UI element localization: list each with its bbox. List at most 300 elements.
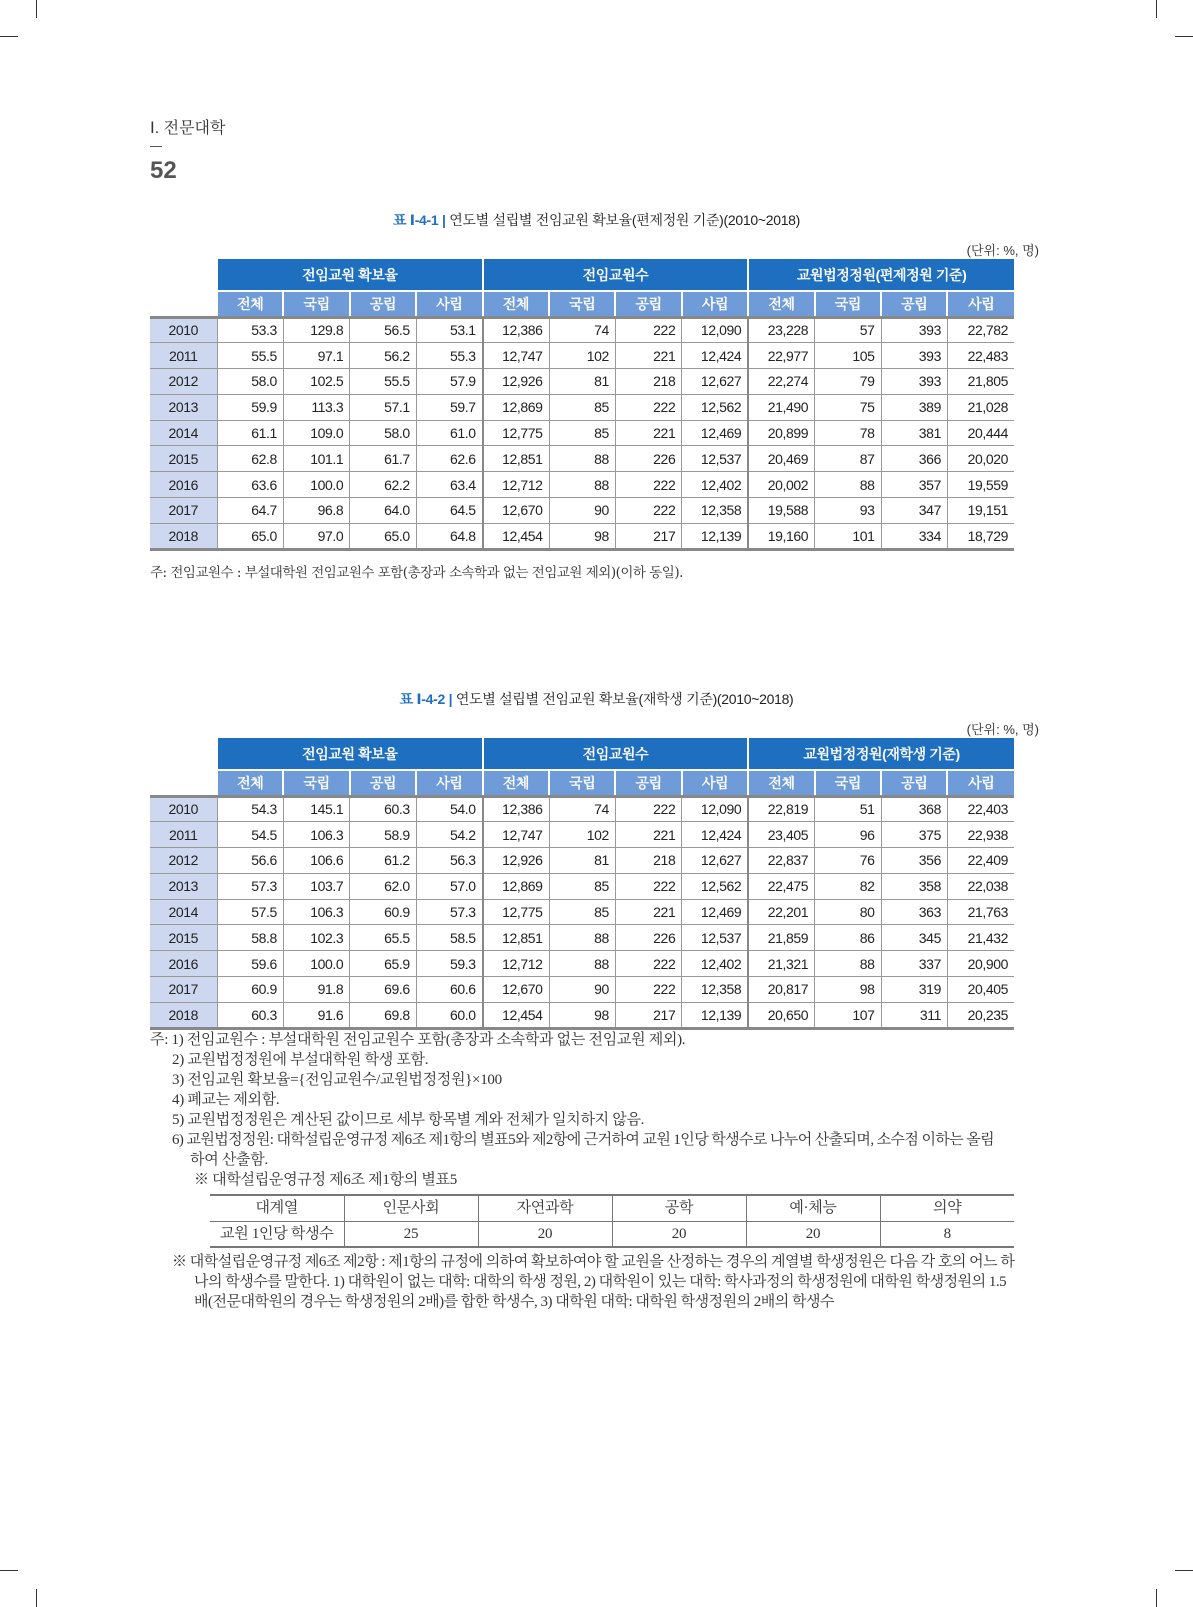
year-cell: 2017 — [150, 498, 217, 524]
data-cell: 53.3 — [217, 317, 283, 343]
sub-header: 공립 — [615, 770, 681, 796]
data-cell: 101.1 — [283, 446, 349, 472]
data-cell: 12,139 — [682, 523, 748, 549]
reference-2: ※ 대학설립운영규정 제6조 제2항 : 제1항의 규정에 의하여 확보하여야 할 교원을 산정하는 경우의 계열별 학생정원은 다음 각 호의 어느 하나의 학생수를 말한다. 1) 대학원이 없는 대학: 대학의 학생 정원, 2) 대학원이 있는 대학: 학사과정의 학생정원에 대학원 학생정원의 1.5배(전문대학원의 경우는 학생정원의 2배)를 합한 학생수, 3) 대학원 대학: 대학원 학생정원의 2배의 학생수 — [172, 1254, 1015, 1310]
table-row — [150, 523, 1014, 549]
sub-header: 국립 — [549, 291, 615, 317]
group-header: 전임교원수 — [483, 259, 749, 291]
data-cell: 64.8 — [416, 523, 482, 549]
ratio-value-cell: 8 — [880, 1221, 1014, 1247]
data-cell: 23,228 — [748, 317, 814, 343]
data-cell: 102 — [549, 822, 615, 848]
data-cell: 109.0 — [283, 420, 349, 446]
table1-title: 연도별 설립별 전임교원 확보율(편제정원 기준)(2010~2018) — [449, 212, 801, 228]
note-2: 2) 교원법정정원에 부설대학원 학생 포함. — [172, 1052, 429, 1068]
data-cell: 100.0 — [283, 951, 349, 977]
data-cell: 218 — [615, 848, 681, 874]
data-cell: 22,409 — [947, 848, 1014, 874]
data-cell: 106.6 — [283, 848, 349, 874]
data-cell: 54.0 — [416, 796, 482, 822]
data-cell: 12,869 — [483, 873, 549, 899]
data-cell: 145.1 — [283, 796, 349, 822]
data-cell: 19,151 — [947, 498, 1014, 524]
data-cell: 334 — [881, 523, 947, 549]
year-cell: 2011 — [150, 822, 217, 848]
table-row — [150, 796, 1014, 822]
year-cell: 2010 — [150, 796, 217, 822]
data-cell: 22,475 — [748, 873, 814, 899]
data-cell: 62.8 — [217, 446, 283, 472]
data-cell: 12,454 — [483, 523, 549, 549]
data-cell: 393 — [881, 317, 947, 343]
data-cell: 57.3 — [416, 899, 482, 925]
data-cell: 12,454 — [483, 1002, 549, 1028]
group-header-row — [150, 259, 1014, 291]
data-cell: 19,160 — [748, 523, 814, 549]
data-cell: 368 — [881, 796, 947, 822]
data-cell: 58.5 — [416, 925, 482, 951]
data-cell: 21,763 — [947, 899, 1014, 925]
data-cell: 98 — [549, 1002, 615, 1028]
data-cell: 12,747 — [483, 822, 549, 848]
table-row — [150, 848, 1014, 874]
data-cell: 60.3 — [217, 1002, 283, 1028]
data-cell: 21,321 — [748, 951, 814, 977]
data-cell: 20,650 — [748, 1002, 814, 1028]
data-cell: 12,627 — [682, 848, 748, 874]
data-cell: 54.3 — [217, 796, 283, 822]
data-cell: 20,444 — [947, 420, 1014, 446]
ratio-header-cell: 인문사회 — [344, 1195, 478, 1221]
data-cell: 222 — [615, 472, 681, 498]
year-cell: 2018 — [150, 523, 217, 549]
data-cell: 363 — [881, 899, 947, 925]
data-cell: 100.0 — [283, 472, 349, 498]
data-cell: 56.3 — [416, 848, 482, 874]
sub-header: 전체 — [217, 291, 283, 317]
data-cell: 57.3 — [217, 873, 283, 899]
data-cell: 88 — [815, 472, 881, 498]
data-cell: 12,386 — [483, 317, 549, 343]
crop-mark — [1156, 0, 1157, 18]
data-cell: 226 — [615, 925, 681, 951]
sub-header: 국립 — [815, 770, 881, 796]
data-cell: 113.3 — [283, 394, 349, 420]
sub-header: 공립 — [350, 770, 416, 796]
data-cell: 57 — [815, 317, 881, 343]
data-cell: 64.0 — [350, 498, 416, 524]
data-cell: 60.9 — [350, 899, 416, 925]
data-cell: 18,729 — [947, 523, 1014, 549]
group-header: 전임교원 확보율 — [217, 259, 483, 291]
data-cell: 12,358 — [682, 498, 748, 524]
data-cell: 217 — [615, 1002, 681, 1028]
data-cell: 222 — [615, 498, 681, 524]
data-cell: 75 — [815, 394, 881, 420]
data-cell: 59.7 — [416, 394, 482, 420]
data-cell: 375 — [881, 822, 947, 848]
data-cell: 82 — [815, 873, 881, 899]
data-cell: 12,851 — [483, 446, 549, 472]
group-header: 교원법정정원(편제정원 기준) — [748, 259, 1014, 291]
group-header: 전임교원 확보율 — [217, 738, 483, 770]
data-cell: 56.5 — [350, 317, 416, 343]
table1 — [150, 259, 1014, 551]
data-cell: 22,782 — [947, 317, 1014, 343]
data-cell: 59.9 — [217, 394, 283, 420]
data-cell: 347 — [881, 498, 947, 524]
data-cell: 98 — [549, 523, 615, 549]
page-number: 52 — [150, 157, 177, 184]
data-cell: 103.7 — [283, 873, 349, 899]
data-cell: 55.3 — [416, 343, 482, 369]
table1-label: 표 Ⅰ-4-1 | — [392, 212, 446, 228]
sub-header-row — [150, 770, 1014, 796]
data-cell: 56.6 — [217, 848, 283, 874]
data-cell: 62.6 — [416, 446, 482, 472]
data-cell: 63.4 — [416, 472, 482, 498]
table2-unit: (단위: %, 명) — [966, 722, 1039, 737]
crop-mark — [1175, 1570, 1193, 1571]
table-row — [150, 899, 1014, 925]
data-cell: 85 — [549, 394, 615, 420]
sub-header: 전체 — [217, 770, 283, 796]
data-cell: 12,424 — [682, 343, 748, 369]
note-3: 3) 전임교원 확보율={전임교원수/교원법정정원}×100 — [172, 1072, 502, 1088]
data-cell: 22,977 — [748, 343, 814, 369]
year-cell: 2011 — [150, 343, 217, 369]
data-cell: 61.2 — [350, 848, 416, 874]
data-cell: 12,712 — [483, 951, 549, 977]
data-cell: 64.7 — [217, 498, 283, 524]
data-cell: 60.9 — [217, 977, 283, 1003]
data-cell: 12,627 — [682, 369, 748, 395]
data-cell: 60.0 — [416, 1002, 482, 1028]
data-cell: 93 — [815, 498, 881, 524]
ratio-value-cell: 20 — [478, 1221, 612, 1247]
table2-caption — [0, 689, 1193, 709]
year-cell: 2014 — [150, 420, 217, 446]
data-cell: 106.3 — [283, 822, 349, 848]
year-cell: 2013 — [150, 873, 217, 899]
data-cell: 59.3 — [416, 951, 482, 977]
year-cell: 2018 — [150, 1002, 217, 1028]
year-cell: 2016 — [150, 951, 217, 977]
data-cell: 12,090 — [682, 317, 748, 343]
table-row — [150, 369, 1014, 395]
data-cell: 22,274 — [748, 369, 814, 395]
data-cell: 393 — [881, 369, 947, 395]
ratio-value-cell: 25 — [344, 1221, 478, 1247]
data-cell: 86 — [815, 925, 881, 951]
table-row — [150, 317, 1014, 343]
data-cell: 61.0 — [416, 420, 482, 446]
table-row — [150, 1002, 1014, 1028]
data-cell: 222 — [615, 317, 681, 343]
data-cell: 61.7 — [350, 446, 416, 472]
ratio-value-cell: 20 — [612, 1221, 746, 1247]
data-cell: 102.5 — [283, 369, 349, 395]
data-cell: 311 — [881, 1002, 947, 1028]
data-cell: 96 — [815, 822, 881, 848]
data-cell: 85 — [549, 873, 615, 899]
data-cell: 12,926 — [483, 369, 549, 395]
data-cell: 74 — [549, 796, 615, 822]
data-cell: 21,859 — [748, 925, 814, 951]
data-cell: 87 — [815, 446, 881, 472]
data-cell: 12,424 — [682, 822, 748, 848]
sub-header: 전체 — [483, 770, 549, 796]
table1-unit: (단위: %, 명) — [966, 243, 1039, 258]
data-cell: 54.2 — [416, 822, 482, 848]
data-cell: 88 — [815, 951, 881, 977]
data-cell: 337 — [881, 951, 947, 977]
data-cell: 79 — [815, 369, 881, 395]
data-cell: 358 — [881, 873, 947, 899]
data-cell: 88 — [549, 925, 615, 951]
table1-caption — [0, 210, 1193, 230]
sub-header: 공립 — [881, 770, 947, 796]
data-cell: 85 — [549, 420, 615, 446]
crop-mark — [0, 36, 18, 37]
data-cell: 91.8 — [283, 977, 349, 1003]
data-cell: 58.0 — [350, 420, 416, 446]
data-cell: 218 — [615, 369, 681, 395]
data-cell: 63.6 — [217, 472, 283, 498]
ratio-header-row — [210, 1195, 1014, 1221]
data-cell: 51 — [815, 796, 881, 822]
year-cell: 2010 — [150, 317, 217, 343]
data-cell: 389 — [881, 394, 947, 420]
sub-header: 공립 — [881, 291, 947, 317]
data-cell: 22,483 — [947, 343, 1014, 369]
table-row — [150, 446, 1014, 472]
sub-header: 국립 — [549, 770, 615, 796]
data-cell: 21,490 — [748, 394, 814, 420]
data-cell: 356 — [881, 848, 947, 874]
data-cell: 88 — [549, 472, 615, 498]
data-cell: 22,938 — [947, 822, 1014, 848]
ratio-value-cell: 교원 1인당 학생수 — [210, 1221, 344, 1247]
data-cell: 12,562 — [682, 394, 748, 420]
data-cell: 57.9 — [416, 369, 482, 395]
sub-header: 국립 — [283, 770, 349, 796]
group-header: 교원법정정원(재학생 기준) — [748, 738, 1014, 770]
ratio-header-cell: 예·체능 — [746, 1195, 880, 1221]
crop-mark — [1156, 1589, 1157, 1607]
data-cell: 91.6 — [283, 1002, 349, 1028]
data-cell: 57.5 — [217, 899, 283, 925]
sub-header: 전체 — [483, 291, 549, 317]
note-5: 5) 교원법정정원은 계산된 값이므로 세부 항목별 계와 전체가 일치하지 않음. — [172, 1112, 645, 1128]
data-cell: 102 — [549, 343, 615, 369]
data-cell: 88 — [549, 951, 615, 977]
data-cell: 221 — [615, 420, 681, 446]
data-cell: 12,775 — [483, 420, 549, 446]
data-cell: 80 — [815, 899, 881, 925]
data-cell: 12,712 — [483, 472, 549, 498]
sub-header: 사립 — [416, 291, 482, 317]
group-header: 전임교원수 — [483, 738, 749, 770]
data-cell: 58.8 — [217, 925, 283, 951]
data-cell: 97.0 — [283, 523, 349, 549]
data-cell: 88 — [549, 446, 615, 472]
data-cell: 12,386 — [483, 796, 549, 822]
divider — [150, 146, 162, 147]
data-cell: 22,201 — [748, 899, 814, 925]
data-cell: 20,405 — [947, 977, 1014, 1003]
data-cell: 319 — [881, 977, 947, 1003]
data-cell: 106.3 — [283, 899, 349, 925]
corner-cell — [150, 259, 217, 291]
data-cell: 217 — [615, 523, 681, 549]
sub-header: 전체 — [748, 770, 814, 796]
table2-notes — [150, 1030, 1020, 1312]
data-cell: 20,020 — [947, 446, 1014, 472]
group-header-row — [150, 738, 1014, 770]
data-cell: 60.6 — [416, 977, 482, 1003]
data-cell: 226 — [615, 446, 681, 472]
data-cell: 58.9 — [350, 822, 416, 848]
crop-mark — [36, 0, 37, 18]
data-cell: 12,562 — [682, 873, 748, 899]
data-cell: 23,405 — [748, 822, 814, 848]
data-cell: 22,403 — [947, 796, 1014, 822]
crop-mark — [0, 1570, 18, 1571]
sub-header: 사립 — [947, 291, 1014, 317]
year-cell: 2017 — [150, 977, 217, 1003]
sub-header: 사립 — [682, 291, 748, 317]
ratio-header-cell: 공학 — [612, 1195, 746, 1221]
data-cell: 22,819 — [748, 796, 814, 822]
table-row — [150, 472, 1014, 498]
data-cell: 20,002 — [748, 472, 814, 498]
data-cell: 21,028 — [947, 394, 1014, 420]
data-cell: 221 — [615, 343, 681, 369]
note-6-cont: 하여 산출함. — [190, 1152, 268, 1168]
crop-mark — [1175, 36, 1193, 37]
data-cell: 97.1 — [283, 343, 349, 369]
sub-header: 사립 — [682, 770, 748, 796]
note-4: 4) 폐교는 제외함. — [172, 1092, 280, 1108]
data-cell: 393 — [881, 343, 947, 369]
data-cell: 381 — [881, 420, 947, 446]
table-row — [150, 394, 1014, 420]
ratio-table — [210, 1194, 1014, 1248]
data-cell: 55.5 — [217, 343, 283, 369]
ratio-header-cell: 자연과학 — [478, 1195, 612, 1221]
ratio-value-row — [210, 1221, 1014, 1247]
year-cell: 2014 — [150, 899, 217, 925]
data-cell: 19,588 — [748, 498, 814, 524]
table-row — [150, 873, 1014, 899]
data-cell: 54.5 — [217, 822, 283, 848]
data-cell: 12,747 — [483, 343, 549, 369]
data-cell: 12,469 — [682, 420, 748, 446]
table2 — [150, 738, 1014, 1030]
table-row — [150, 951, 1014, 977]
data-cell: 20,235 — [947, 1002, 1014, 1028]
table-row — [150, 343, 1014, 369]
data-cell: 105 — [815, 343, 881, 369]
table2-title: 연도별 설립별 전임교원 확보율(재학생 기준)(2010~2018) — [455, 691, 794, 707]
ratio-header-cell: 대계열 — [210, 1195, 344, 1221]
section-title: Ⅰ. 전문대학 — [150, 120, 226, 137]
data-cell: 81 — [549, 848, 615, 874]
data-cell: 90 — [549, 498, 615, 524]
reference-1: ※ 대학설립운영규정 제6조 제1항의 별표5 — [194, 1172, 457, 1188]
data-cell: 22,038 — [947, 873, 1014, 899]
data-cell: 12,670 — [483, 977, 549, 1003]
data-cell: 12,869 — [483, 394, 549, 420]
table1-note: 주: 전임교원수 : 부설대학원 전임교원수 포함(총장과 소속학과 없는 전임교원 제외)(이하 동일). — [150, 565, 683, 581]
data-cell: 12,090 — [682, 796, 748, 822]
sub-header: 공립 — [615, 291, 681, 317]
data-cell: 57.1 — [350, 394, 416, 420]
data-cell: 78 — [815, 420, 881, 446]
data-cell: 85 — [549, 899, 615, 925]
data-cell: 129.8 — [283, 317, 349, 343]
data-cell: 22,837 — [748, 848, 814, 874]
data-cell: 12,926 — [483, 848, 549, 874]
data-cell: 90 — [549, 977, 615, 1003]
sub-header: 사립 — [416, 770, 482, 796]
year-cell: 2015 — [150, 446, 217, 472]
data-cell: 12,775 — [483, 899, 549, 925]
data-cell: 59.6 — [217, 951, 283, 977]
data-cell: 69.8 — [350, 1002, 416, 1028]
table-row — [150, 822, 1014, 848]
data-cell: 345 — [881, 925, 947, 951]
data-cell: 62.2 — [350, 472, 416, 498]
data-cell: 221 — [615, 899, 681, 925]
data-cell: 65.0 — [350, 523, 416, 549]
year-cell: 2015 — [150, 925, 217, 951]
data-cell: 222 — [615, 873, 681, 899]
data-cell: 81 — [549, 369, 615, 395]
data-cell: 96.8 — [283, 498, 349, 524]
data-cell: 12,139 — [682, 1002, 748, 1028]
data-cell: 12,469 — [682, 899, 748, 925]
data-cell: 12,402 — [682, 472, 748, 498]
corner-cell — [150, 291, 217, 317]
year-cell: 2016 — [150, 472, 217, 498]
data-cell: 222 — [615, 394, 681, 420]
table-row — [150, 420, 1014, 446]
sub-header: 국립 — [283, 291, 349, 317]
data-cell: 101 — [815, 523, 881, 549]
year-cell: 2012 — [150, 848, 217, 874]
sub-header: 사립 — [947, 770, 1014, 796]
data-cell: 20,900 — [947, 951, 1014, 977]
data-cell: 60.3 — [350, 796, 416, 822]
data-cell: 102.3 — [283, 925, 349, 951]
data-cell: 21,805 — [947, 369, 1014, 395]
data-cell: 221 — [615, 822, 681, 848]
data-cell: 12,537 — [682, 446, 748, 472]
year-cell: 2012 — [150, 369, 217, 395]
data-cell: 20,899 — [748, 420, 814, 446]
data-cell: 56.2 — [350, 343, 416, 369]
data-cell: 65.5 — [350, 925, 416, 951]
table-row — [150, 977, 1014, 1003]
data-cell: 222 — [615, 796, 681, 822]
data-cell: 12,358 — [682, 977, 748, 1003]
data-cell: 366 — [881, 446, 947, 472]
corner-cell — [150, 738, 217, 770]
note-1: 주: 1) 전임교원수 : 부설대학원 전임교원수 포함(총장과 소속학과 없는 전임교원 제외). — [150, 1032, 686, 1048]
data-cell: 21,432 — [947, 925, 1014, 951]
